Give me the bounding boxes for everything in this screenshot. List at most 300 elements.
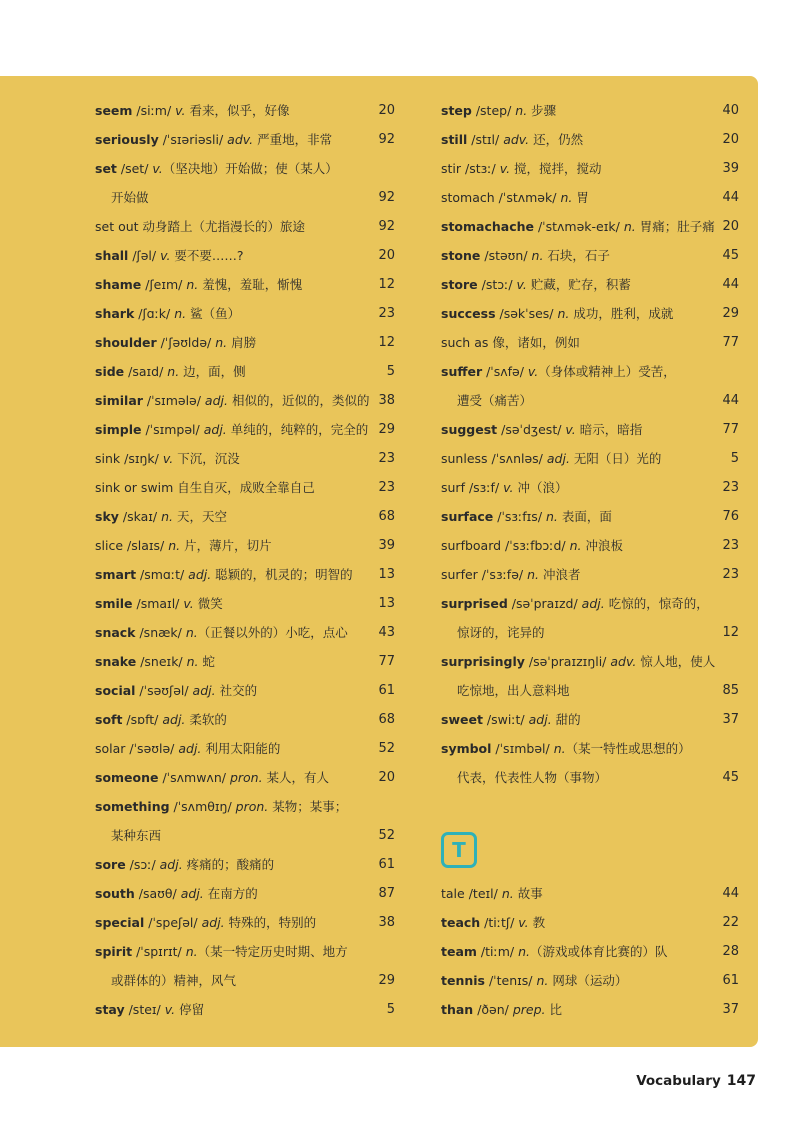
entry-headword: stomach <box>441 190 495 205</box>
entry-text <box>95 937 348 966</box>
entry-part-of-speech: n. <box>536 973 549 988</box>
entry-text <box>95 734 280 763</box>
entry-pronunciation: /swiːt/ <box>482 712 529 727</box>
entry-headword: slice <box>95 538 124 553</box>
entry-part-of-speech: n. <box>215 335 228 350</box>
entry-text <box>441 908 545 937</box>
entry-pronunciation: /sneɪk/ <box>136 654 187 669</box>
vocab-entry <box>95 386 395 415</box>
entry-page-number: 40 <box>722 103 739 118</box>
entry-text <box>95 705 227 734</box>
entry-text <box>95 531 272 560</box>
entry-definition: 微笑 <box>193 596 223 611</box>
vocab-entry <box>95 415 395 444</box>
entry-headword: snack <box>95 625 136 640</box>
entry-page-number: 92 <box>378 219 395 234</box>
entry-headword: stay <box>95 1002 125 1017</box>
entry-text <box>95 473 315 502</box>
vocab-entry <box>95 444 395 473</box>
entry-headword: sky <box>95 509 119 524</box>
entry-part-of-speech: v. <box>503 480 514 495</box>
entry-part-of-speech: n. <box>186 654 199 669</box>
entry-text <box>441 966 627 995</box>
entry-headword: spirit <box>95 944 133 959</box>
entry-definition: 像，诸如，例如 <box>488 335 580 350</box>
entry-pronunciation: /smaɪl/ <box>132 596 184 611</box>
entry-part-of-speech: n. <box>161 509 174 524</box>
entry-definition: （某一特性或思想的） <box>565 741 691 756</box>
entry-pronunciation: /səkˈses/ <box>495 306 558 321</box>
entry-pronunciation: /ˈsʌnləs/ <box>487 451 547 466</box>
entry-part-of-speech: v. <box>499 161 511 176</box>
entry-definition: 石块，石子 <box>543 248 610 263</box>
entry-headword: such as <box>441 335 489 350</box>
entry-pronunciation: /ˈsʌfə/ <box>482 364 528 379</box>
entry-headword: smile <box>95 596 133 611</box>
entry-part-of-speech: n. <box>527 567 539 582</box>
vocab-entry <box>95 560 395 589</box>
entry-pronunciation: /səˈdʒest/ <box>497 422 566 437</box>
vocab-entry <box>441 212 739 241</box>
vocab-entry <box>441 705 739 734</box>
entry-definition: 冲浪者 <box>539 567 581 582</box>
entry-continuation <box>441 386 739 415</box>
entry-text <box>441 995 562 1024</box>
entry-text <box>95 995 204 1024</box>
entry-definition: 肩膀 <box>227 335 257 350</box>
entry-pronunciation: /ˈstʌmək-eɪk/ <box>534 219 624 234</box>
entry-definition: （某一特定历史时期、地方 <box>197 944 348 959</box>
entry-definition: 特殊的，特别的 <box>224 915 317 930</box>
entry-pronunciation: /ˈsɜːfbɔːd/ <box>501 538 570 553</box>
entry-text <box>441 212 715 241</box>
entry-headword: smart <box>95 567 137 582</box>
entry-pronunciation: /ˈspeʃəl/ <box>144 915 202 930</box>
vocab-entry <box>441 995 739 1024</box>
entry-definition: 搅，搅拌，搅动 <box>510 161 602 176</box>
entry-part-of-speech: v. <box>183 596 194 611</box>
entry-part-of-speech: prep. <box>512 1002 546 1017</box>
vocab-entry <box>441 908 739 937</box>
entry-text <box>95 792 347 821</box>
entry-definition: 步骤 <box>527 103 557 118</box>
entry-text <box>441 473 567 502</box>
entry-headword: soft <box>95 712 123 727</box>
entry-part-of-speech: adj. <box>180 886 204 901</box>
entry-headword: sweet <box>441 712 483 727</box>
entry-pronunciation: /stəʊn/ <box>480 248 532 263</box>
entry-continuation <box>441 676 739 705</box>
vocab-entry <box>441 531 739 560</box>
entry-headword: special <box>95 915 145 930</box>
entry-definition: 片，薄片，切片 <box>180 538 272 553</box>
entry-page-number: 29 <box>378 422 395 437</box>
entry-part-of-speech: n. <box>174 306 187 321</box>
entry-text <box>95 96 290 125</box>
entry-part-of-speech: adj. <box>204 393 228 408</box>
entry-definition: 惊人地，使人 <box>636 654 716 669</box>
entry-pronunciation: /ˈtenɪs/ <box>484 973 537 988</box>
entry-pronunciation: /ʃeɪm/ <box>141 277 187 292</box>
entry-page-number: 77 <box>722 422 739 437</box>
entry-page-number: 23 <box>378 306 395 321</box>
entry-headword: seriously <box>95 132 159 147</box>
entry-page-number: 68 <box>378 712 395 727</box>
entry-page-number: 20 <box>722 132 739 147</box>
vocab-entry <box>95 270 395 299</box>
entry-headword: surf <box>441 480 465 495</box>
entry-continuation <box>95 966 395 995</box>
entry-part-of-speech: n. <box>557 306 570 321</box>
vocab-entry <box>441 589 739 618</box>
entry-pronunciation: /ʃəl/ <box>128 248 161 263</box>
entry-definition: 看来，似乎，好像 <box>185 103 290 118</box>
vocab-entry <box>441 183 739 212</box>
entry-headword: tennis <box>441 973 485 988</box>
entry-headword: stir <box>441 161 462 176</box>
entry-definition: 单纯的，纯粹的，完全的 <box>226 422 369 437</box>
entry-definition: 表面，面 <box>557 509 612 524</box>
entry-headword: simple <box>95 422 142 437</box>
entry-part-of-speech: n. <box>501 886 514 901</box>
entry-headword: symbol <box>441 741 492 756</box>
entry-pronunciation: /ˈsɜːfə/ <box>477 567 528 582</box>
entry-definition: 故事 <box>513 886 543 901</box>
entry-definition: 遭受（痛苦） <box>457 393 533 408</box>
entry-pronunciation: /step/ <box>471 103 516 118</box>
entry-page-number: 68 <box>378 509 395 524</box>
entry-page-number: 29 <box>722 306 739 321</box>
entry-part-of-speech: adj. <box>159 857 183 872</box>
vocab-entry <box>441 473 739 502</box>
entry-headword: shoulder <box>95 335 157 350</box>
entry-definition: 教 <box>528 915 546 930</box>
entry-pronunciation: /smɑːt/ <box>136 567 189 582</box>
entry-definition: 在南方的 <box>203 886 258 901</box>
vocab-entry <box>441 560 739 589</box>
entry-page-number: 37 <box>722 1002 739 1017</box>
entry-definition: 柔软的 <box>185 712 227 727</box>
entry-text <box>441 241 610 270</box>
vocab-entry <box>441 937 739 966</box>
entry-pronunciation: /stɜː/ <box>461 161 500 176</box>
entry-continuation <box>441 618 739 647</box>
entry-page-number: 85 <box>722 683 739 698</box>
entry-pronunciation: /sɪŋk/ <box>120 451 163 466</box>
entry-pronunciation: /ˈsɪmpəl/ <box>141 422 204 437</box>
right-column-bottom <box>441 879 739 1024</box>
entry-definition: 停留 <box>175 1002 205 1017</box>
entry-part-of-speech: n. <box>185 944 198 959</box>
entry-page-number: 13 <box>378 596 395 611</box>
entry-text <box>95 415 368 444</box>
vocab-entry <box>95 241 395 270</box>
vocab-entry <box>95 154 395 183</box>
footer-page-number: 147 <box>726 1073 756 1089</box>
entry-page-number: 92 <box>378 132 395 147</box>
entry-headword: stomachache <box>441 219 534 234</box>
entry-headword: something <box>95 799 170 814</box>
entry-definition: 下沉，沉没 <box>173 451 240 466</box>
entry-pronunciation: /snæk/ <box>135 625 186 640</box>
entry-headword: store <box>441 277 478 292</box>
entry-pronunciation: /steɪ/ <box>124 1002 165 1017</box>
entry-headword: similar <box>95 393 143 408</box>
entry-page-number: 20 <box>378 248 395 263</box>
entry-pronunciation: /ˈsɪmbəl/ <box>491 741 554 756</box>
left-column <box>95 96 395 1024</box>
vocab-entry <box>441 96 739 125</box>
entry-part-of-speech: v. <box>160 248 171 263</box>
entry-text <box>95 908 316 937</box>
entry-page-number: 61 <box>722 973 739 988</box>
entry-pronunciation: /ʃɑːk/ <box>134 306 175 321</box>
entry-headword: surprised <box>441 596 508 611</box>
entry-page-number: 5 <box>386 1002 395 1017</box>
entry-pronunciation: /ðən/ <box>473 1002 513 1017</box>
entry-page-number: 23 <box>722 480 739 495</box>
entry-page-number: 12 <box>722 625 739 640</box>
entry-part-of-speech: v. <box>164 1002 176 1017</box>
entry-page-number: 52 <box>378 828 395 843</box>
entry-page-number: 61 <box>378 683 395 698</box>
entry-text <box>441 299 673 328</box>
vocab-entry <box>95 618 395 647</box>
vocab-entry <box>95 850 395 879</box>
entry-page-number: 28 <box>722 944 739 959</box>
vocab-entry <box>95 473 395 502</box>
vocab-entry <box>441 444 739 473</box>
entry-definition: 冲浪板 <box>581 538 623 553</box>
entry-headword: than <box>441 1002 474 1017</box>
entry-text <box>95 183 149 212</box>
entry-continuation <box>95 183 395 212</box>
entry-part-of-speech: n. <box>515 103 528 118</box>
entry-part-of-speech: n. <box>531 248 544 263</box>
entry-text <box>441 734 691 763</box>
entry-pronunciation: /ˈsɪmələ/ <box>142 393 205 408</box>
entry-pronunciation: /slaɪs/ <box>123 538 169 553</box>
vocab-entry <box>95 125 395 154</box>
vocab-entry <box>441 241 739 270</box>
entry-page-number: 23 <box>378 451 395 466</box>
entry-definition: 某物；某事； <box>268 799 348 814</box>
entry-definition: 比 <box>545 1002 563 1017</box>
entry-headword: team <box>441 944 477 959</box>
entry-part-of-speech: adj. <box>162 712 186 727</box>
entry-part-of-speech: adv. <box>610 654 637 669</box>
entry-pronunciation: /ˈsʌmθɪŋ/ <box>169 799 236 814</box>
entry-headword: surfboard <box>441 538 502 553</box>
vocab-entry <box>95 328 395 357</box>
entry-part-of-speech: adj. <box>178 741 202 756</box>
entry-part-of-speech: adj. <box>188 567 212 582</box>
entry-page-number: 13 <box>378 567 395 582</box>
entry-page-number: 5 <box>386 364 395 379</box>
entry-pronunciation: /saʊθ/ <box>134 886 181 901</box>
entry-definition: 代表，代表性人物（事物） <box>457 770 608 785</box>
entry-definition: 要不要……? <box>170 248 244 263</box>
entry-definition: 羞愧，羞耻，惭愧 <box>198 277 303 292</box>
entry-text <box>95 850 274 879</box>
vocab-entry <box>441 299 739 328</box>
entry-text <box>441 154 602 183</box>
entry-page-number: 20 <box>378 103 395 118</box>
entry-page-number: 23 <box>378 480 395 495</box>
entry-text <box>441 705 581 734</box>
entry-text <box>95 560 353 589</box>
entry-definition: （游戏或体育比赛的）队 <box>529 944 668 959</box>
vocab-entry <box>441 357 739 386</box>
vocab-entry <box>441 966 739 995</box>
entry-pronunciation: /ˈspɪrɪt/ <box>132 944 186 959</box>
entry-headword: still <box>441 132 468 147</box>
entry-page-number: 39 <box>722 161 739 176</box>
entry-definition: 自生自灭，成败全靠自己 <box>173 480 315 495</box>
entry-pronunciation: /ˈsɪəriəsli/ <box>158 132 228 147</box>
entry-definition: 聪颖的，机灵的；明智的 <box>211 567 353 582</box>
entry-definition: 蛇 <box>198 654 216 669</box>
entry-text <box>95 821 161 850</box>
entry-text <box>441 676 570 705</box>
vocab-entry <box>95 212 395 241</box>
vocab-entry <box>95 502 395 531</box>
entry-text <box>441 618 545 647</box>
entry-text <box>441 531 623 560</box>
entry-headword: sunless <box>441 451 488 466</box>
entry-pronunciation: /tiːm/ <box>476 944 519 959</box>
entry-pronunciation: /tiːtʃ/ <box>480 915 519 930</box>
entry-text <box>95 676 257 705</box>
entry-definition: （正餐以外的）小吃，点心 <box>197 625 348 640</box>
vocab-entry <box>95 96 395 125</box>
entry-headword: south <box>95 886 135 901</box>
entry-headword: seem <box>95 103 133 118</box>
vocab-entry <box>441 270 739 299</box>
vocab-entry <box>95 705 395 734</box>
vocab-entry <box>441 734 739 763</box>
entry-definition: 相似的，近似的，类似的 <box>227 393 370 408</box>
entry-definition: （身体或精神上）受苦， <box>538 364 676 379</box>
entry-text <box>95 154 338 183</box>
entry-text <box>441 125 583 154</box>
entry-pronunciation: /saɪd/ <box>124 364 168 379</box>
entry-page-number: 43 <box>378 625 395 640</box>
entry-part-of-speech: n. <box>546 509 558 524</box>
entry-text <box>441 589 709 618</box>
entry-pronunciation: /sɒft/ <box>122 712 163 727</box>
vocab-entry <box>95 792 395 821</box>
entry-page-number: 37 <box>722 712 739 727</box>
entry-page-number: 77 <box>722 335 739 350</box>
entry-text <box>441 386 532 415</box>
entry-part-of-speech: v. <box>516 277 527 292</box>
entry-headword: teach <box>441 915 481 930</box>
entry-definition: 胃痛；肚子痛 <box>635 219 715 234</box>
entry-headword: social <box>95 683 136 698</box>
vocab-entry <box>441 647 739 676</box>
entry-text <box>95 125 332 154</box>
entry-text <box>95 618 348 647</box>
entry-definition: 惊讶的，诧异的 <box>457 625 545 640</box>
entry-part-of-speech: adj. <box>203 422 227 437</box>
entry-part-of-speech: adj. <box>581 596 605 611</box>
entry-page-number: 38 <box>378 915 395 930</box>
entry-definition: 天，天空 <box>173 509 228 524</box>
entry-pronunciation: /ˈsəʊʃəl/ <box>135 683 193 698</box>
entry-headword: snake <box>95 654 137 669</box>
entry-text <box>441 270 631 299</box>
entry-text <box>95 879 258 908</box>
entry-part-of-speech: adj. <box>546 451 570 466</box>
right-column-top <box>441 96 739 792</box>
entry-page-number: 39 <box>378 538 395 553</box>
entry-pronunciation: /set/ <box>116 161 153 176</box>
entry-page-number: 29 <box>378 973 395 988</box>
entry-headword: tale <box>441 886 465 901</box>
entry-text <box>95 241 244 270</box>
entry-text <box>441 502 612 531</box>
entry-definition: 某人，有人 <box>262 770 330 785</box>
entry-page-number: 87 <box>378 886 395 901</box>
entry-text <box>441 96 556 125</box>
entry-definition: 边，面，侧 <box>179 364 246 379</box>
vocab-entry <box>95 908 395 937</box>
entry-part-of-speech: n. <box>518 944 530 959</box>
entry-pronunciation: /ˈsʌmwʌn/ <box>158 770 230 785</box>
entry-part-of-speech: adv. <box>227 132 254 147</box>
entry-definition: 吃惊地，出人意料地 <box>457 683 570 698</box>
vocab-entry <box>441 415 739 444</box>
entry-definition: 开始做 <box>111 190 149 205</box>
entry-definition: 疼痛的；酸痛的 <box>182 857 275 872</box>
entry-pronunciation: /sɔː/ <box>125 857 160 872</box>
entry-pronunciation: /stɔː/ <box>477 277 517 292</box>
entry-text <box>95 502 227 531</box>
entry-headword: surprisingly <box>441 654 525 669</box>
entry-text <box>441 328 580 357</box>
entry-page-number: 20 <box>378 770 395 785</box>
entry-part-of-speech: n. <box>167 364 180 379</box>
entry-pronunciation: /səˈpraɪzd/ <box>507 596 582 611</box>
entry-text <box>441 357 676 386</box>
entry-text <box>441 183 589 212</box>
entry-continuation <box>95 821 395 850</box>
entry-part-of-speech: n. <box>168 538 181 553</box>
entry-part-of-speech: n. <box>569 538 582 553</box>
entry-headword: surface <box>441 509 494 524</box>
vocab-entry <box>95 676 395 705</box>
entry-text <box>95 212 305 241</box>
vocab-entry <box>441 879 739 908</box>
entry-pronunciation: /ˈsəʊlə/ <box>125 741 179 756</box>
page-footer <box>636 1073 756 1089</box>
entry-page-number: 12 <box>378 277 395 292</box>
entry-text <box>441 560 580 589</box>
entry-page-number: 45 <box>722 248 739 263</box>
entry-text <box>95 299 240 328</box>
entry-page-number: 92 <box>378 190 395 205</box>
entry-page-number: 45 <box>722 770 739 785</box>
vocab-entry <box>441 125 739 154</box>
entry-text <box>95 270 302 299</box>
entry-headword: set <box>95 161 117 176</box>
entry-part-of-speech: n. <box>623 219 636 234</box>
vocab-entry <box>441 328 739 357</box>
entry-headword: stone <box>441 248 481 263</box>
entry-text <box>95 357 246 386</box>
entry-headword: suffer <box>441 364 483 379</box>
